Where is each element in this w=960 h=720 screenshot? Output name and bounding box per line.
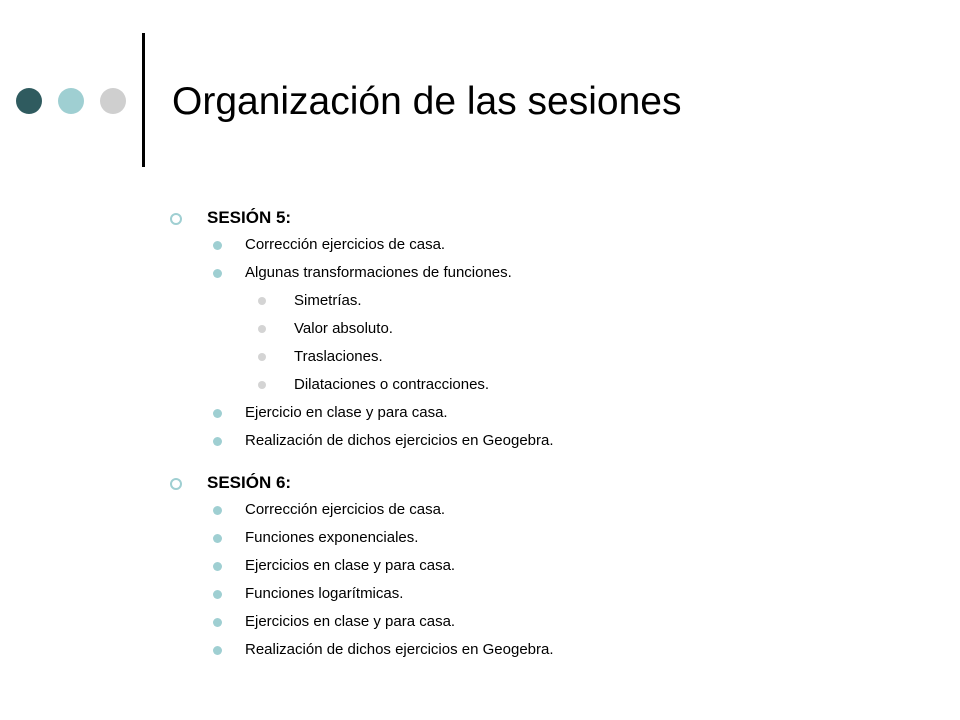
ring-bullet-icon bbox=[170, 213, 182, 225]
bullet-icon bbox=[213, 506, 222, 515]
sub-list-item: Simetrías. bbox=[294, 292, 362, 309]
sub-list-item: Traslaciones. bbox=[294, 348, 383, 365]
sub-list-item: Valor absoluto. bbox=[294, 320, 393, 337]
slide-title: Organización de las sesiones bbox=[172, 80, 682, 123]
session-heading: SESIÓN 5: bbox=[207, 208, 292, 227]
list-item: Corrección ejercicios de casa. bbox=[245, 236, 446, 253]
bullet-icon bbox=[213, 646, 222, 655]
bullet-icon bbox=[213, 437, 222, 446]
list-item: Realización de dichos ejercicios en Geogebra. bbox=[245, 641, 554, 658]
list-item: Realización de dichos ejercicios en Geogebra. bbox=[245, 432, 554, 449]
list-item: Algunas transformaciones de funciones. bbox=[245, 264, 512, 281]
sub-bullet-icon bbox=[258, 353, 266, 361]
sub-bullet-icon bbox=[258, 297, 266, 305]
list-item: Corrección ejercicios de casa. bbox=[245, 501, 446, 518]
list-item: Ejercicios en clase y para casa. bbox=[245, 557, 456, 574]
bullet-icon bbox=[213, 590, 222, 599]
bullet-icon bbox=[213, 409, 222, 418]
bullet-icon bbox=[213, 241, 222, 250]
bullet-icon bbox=[213, 562, 222, 571]
bullet-icon bbox=[213, 618, 222, 627]
bullet-icon bbox=[213, 269, 222, 278]
bullet-icon bbox=[213, 534, 222, 543]
session-heading: SESIÓN 6: bbox=[207, 473, 292, 492]
list-item: Funciones logarítmicas. bbox=[245, 585, 404, 602]
list-item: Funciones exponenciales. bbox=[245, 529, 419, 546]
sub-bullet-icon bbox=[258, 325, 266, 333]
sub-bullet-icon bbox=[258, 381, 266, 389]
sub-list-item: Dilataciones o contracciones. bbox=[294, 376, 490, 393]
list-item: Ejercicios en clase y para casa. bbox=[245, 613, 456, 630]
list-item: Ejercicio en clase y para casa. bbox=[245, 404, 448, 421]
ring-bullet-icon bbox=[170, 478, 182, 490]
